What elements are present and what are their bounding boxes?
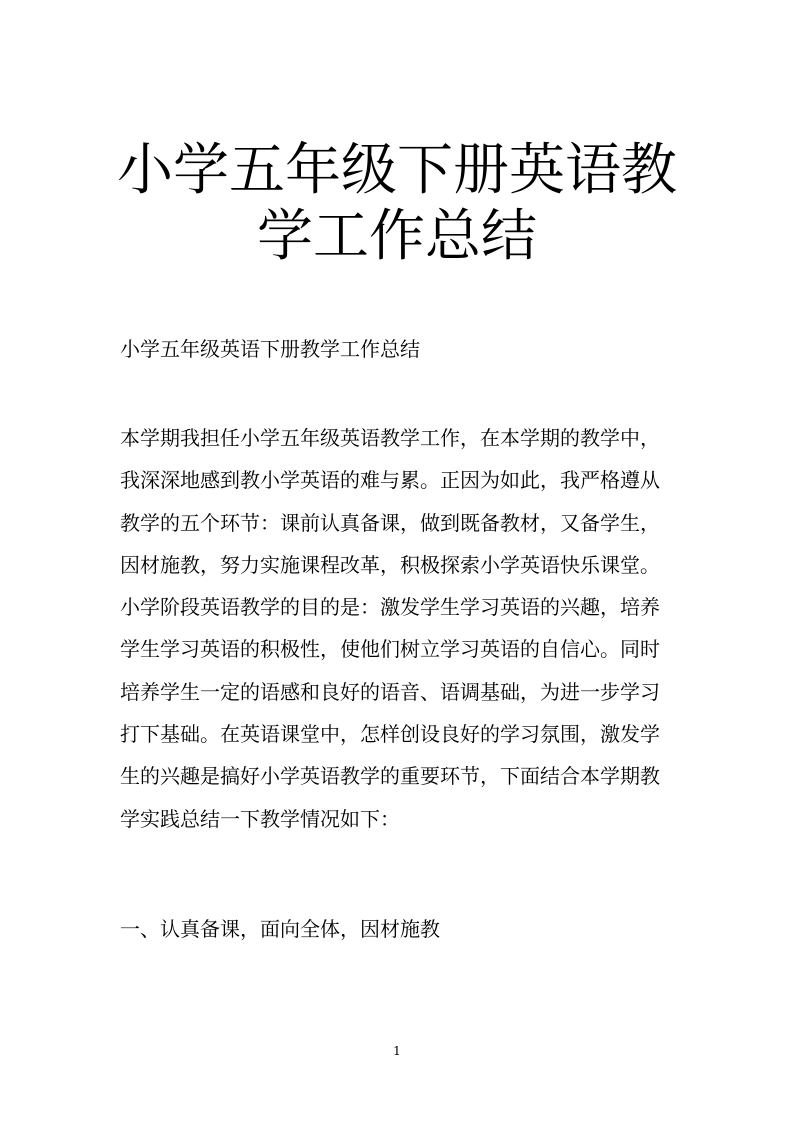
section-heading: 一、认真备课，面向全体，因材施教 <box>120 917 440 941</box>
document-subtitle: 小学五年级英语下册教学工作总结 <box>120 337 420 361</box>
document-title: 小学五年级下册英语教学工作总结 <box>117 138 677 269</box>
body-paragraph: 本学期我担任小学五年级英语教学工作，在本学期的教学中，我深深地感到教小学英语的难与累。正因为如此，我严格遵从教学的五个环节：课前认真备课，做到既备教材，又备学生，因材施教，努力实施课程改革，积极探索小学英语快乐课堂。小学阶段英语教学的目的是：激发学生学习英语的兴趣，培养学生学习英语的积极性，使他们树立学习英语的自信心。同时培养学生一定的语感和良好的语音、语调基础，为进一步学习打下基础。在英语课堂中，怎样创设良好的学习氛围，激发学生的兴趣是搞好小学英语教学的重要环节，下面结合本学期教学实践总结一下教学情况如下： <box>120 426 660 831</box>
page-number: 1 <box>393 1044 401 1058</box>
